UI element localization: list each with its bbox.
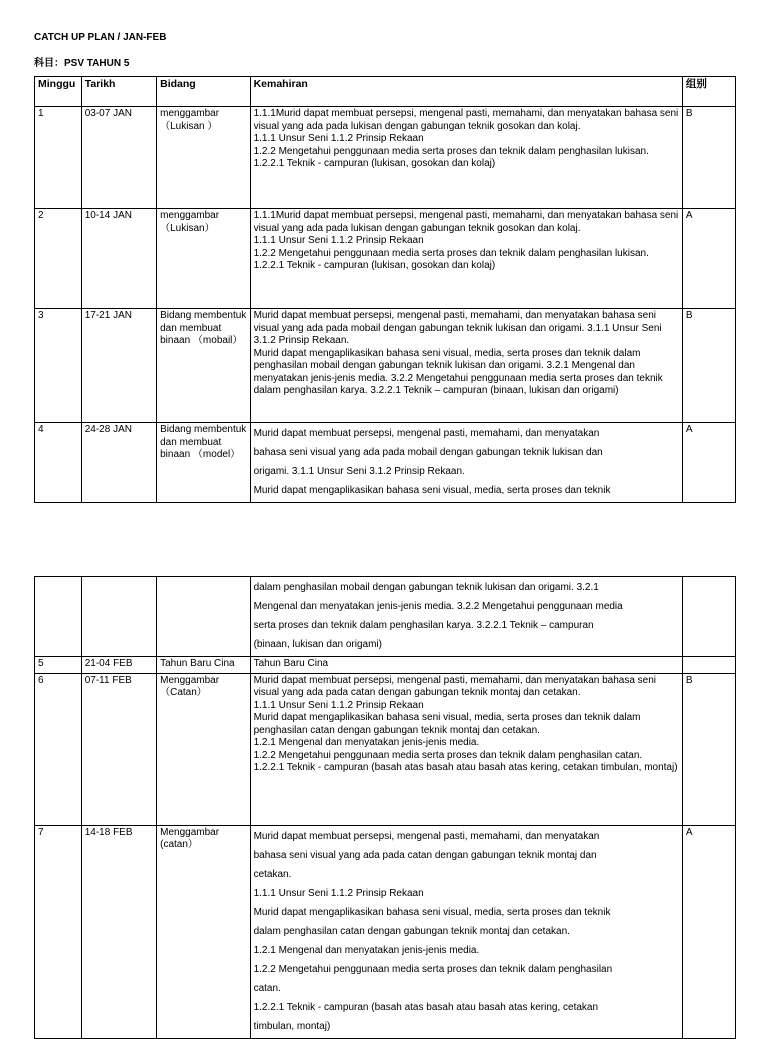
kemahiran-line: Murid dapat membuat persepsi, mengenal pasti, memahami, dan menyatakan bahasa seni visual yang ada pada catan dengan gabungan teknik montaj dan cetakan. (253, 674, 657, 698)
kemahiran-line: Tahun Baru Cina (253, 658, 329, 669)
table-row (35, 309, 736, 423)
cell-kemahiran (250, 577, 682, 657)
cell-kemahiran (250, 209, 682, 309)
cell-minggu (35, 577, 82, 657)
table-row (35, 825, 736, 1038)
kemahiran-line: Murid dapat membuat persepsi, mengenal pasti, memahami, dan menyatakan bahasa seni visual yang ada pada mobail dengan gabungan teknik lukisan dan origami. 3.1.1 Unsur Seni 3.1.2 Prinsip Rekaan. (253, 310, 662, 346)
cell-bidang: menggambar （Lukisan） (157, 209, 250, 309)
document-title: CATCH UP PLAN / JAN-FEB (34, 32, 167, 43)
cell-kumpulan: B (682, 673, 735, 825)
kemahiran-line: Murid dapat mengaplikasikan bahasa seni visual, media, serta proses dan teknik dalam penghasilan catan dengan gabungan teknik montaj dan cetakan. (253, 712, 641, 736)
kemahiran-line: 1.1.1 Unsur Seni 1.1.2 Prinsip Rekaan (253, 235, 424, 246)
kemahiran-line: 1.1.1Murid dapat membuat persepsi, mengenal pasti, memahami, dan menyatakan bahasa seni visual yang ada pada lukisan dengan gabungan teknik gosokan dan kolaj. (253, 210, 679, 234)
cell-kumpulan: A (682, 825, 735, 1038)
kemahiran-line: origami. 3.1.1 Unsur Seni 3.1.2 Prinsip Rekaan. (253, 466, 465, 477)
cell-tarikh: 14-18 FEB (81, 825, 156, 1038)
table-header-row (35, 77, 736, 107)
cell-minggu: 5 (35, 657, 82, 674)
cell-minggu: 2 (35, 209, 82, 309)
cell-minggu: 1 (35, 107, 82, 209)
cell-tarikh: 07-11 FEB (81, 673, 156, 825)
kemahiran-line: 1.2.2.1 Teknik - campuran (lukisan, gosokan dan kolaj) (253, 158, 496, 169)
kemahiran-line: 1.2.1 Mengenal dan menyatakan jenis-jenis media. (253, 944, 480, 956)
cell-tarikh: 17-21 JAN (81, 309, 156, 423)
cell-bidang: Bidang membentuk dan membuat binaan （mobail） (157, 309, 250, 423)
kemahiran-line: (binaan, lukisan dan origami) (253, 639, 382, 650)
cell-kemahiran (250, 423, 682, 503)
kemahiran-line: cetakan. (253, 868, 292, 880)
cell-kumpulan: B (682, 309, 735, 423)
cell-kumpulan (682, 577, 735, 657)
kemahiran-line: 1.2.2 Mengetahui penggunaan media serta proses dan teknik dalam penghasilan lukisan. (253, 247, 649, 259)
cell-tarikh (81, 577, 156, 657)
table-row (35, 657, 736, 674)
kemahiran-line: 1.1.1 Unsur Seni 1.1.2 Prinsip Rekaan (253, 133, 424, 144)
cell-kemahiran (250, 825, 682, 1038)
cell-tarikh: 24-28 JAN (81, 423, 156, 503)
kemahiran-line: 1.1.1Murid dapat membuat persepsi, mengenal pasti, memahami, dan menyatakan bahasa seni visual yang ada pada lukisan dengan gabungan teknik gosokan dan kolaj. (253, 108, 679, 132)
kemahiran-line: bahasa seni visual yang ada pada catan dengan gabungan teknik montaj dan (253, 849, 597, 861)
kemahiran-line: 1.2.2.1 Teknik - campuran (basah atas basah atau basah atas kering, cetakan (253, 1001, 599, 1013)
cell-tarikh: 03-07 JAN (81, 107, 156, 209)
cell-minggu: 7 (35, 825, 82, 1038)
kemahiran-line: 1.2.2 Mengetahui penggunaan media serta proses dan teknik dalam penghasilan catan. (253, 749, 643, 761)
kemahiran-line: Murid dapat mengaplikasikan bahasa seni visual, media, serta proses dan teknik (253, 906, 611, 918)
header-minggu: Minggu (35, 77, 82, 107)
cell-kemahiran (250, 673, 682, 825)
cell-kumpulan (682, 657, 735, 674)
kemahiran-line: 1.2.2.1 Teknik - campuran (lukisan, gosokan dan kolaj) (253, 260, 496, 271)
table-row (35, 673, 736, 825)
cell-kemahiran (250, 657, 682, 674)
header-kumpulan: 组别 (682, 77, 735, 107)
header-kemahiran: Kemahiran (250, 77, 682, 107)
header-bidang: Bidang (157, 77, 250, 107)
kemahiran-line: 1.2.2 Mengetahui penggunaan media serta proses dan teknik dalam penghasilan lukisan. (253, 145, 649, 157)
cell-bidang: Menggambar (catan） (157, 825, 250, 1038)
kemahiran-line: serta proses dan teknik dalam penghasilan karya. 3.2.2.1 Teknik – campuran (253, 620, 594, 631)
kemahiran-line: 1.1.1 Unsur Seni 1.1.2 Prinsip Rekaan (253, 699, 424, 711)
table-row (35, 577, 736, 657)
kemahiran-line: 1.2.1 Mengenal dan menyatakan jenis-jenis media. (253, 737, 480, 748)
table-row (35, 423, 736, 503)
plan-table-page-1 (34, 76, 736, 503)
kemahiran-line: bahasa seni visual yang ada pada mobail dengan gabungan teknik lukisan dan (253, 447, 603, 458)
cell-minggu: 4 (35, 423, 82, 503)
table-row (35, 209, 736, 309)
cell-kumpulan: A (682, 209, 735, 309)
kemahiran-line: 1.2.2.1 Teknik - campuran (basah atas basah atau basah atas kering, cetakan timbulan, montaj) (253, 762, 678, 773)
kemahiran-line: timbulan, montaj) (253, 1020, 331, 1032)
cell-bidang: menggambar （Lukisan ） (157, 107, 250, 209)
cell-minggu: 3 (35, 309, 82, 423)
cell-kumpulan: B (682, 107, 735, 209)
cell-bidang: Tahun Baru Cina (157, 657, 250, 674)
plan-table-page-2 (34, 576, 736, 1039)
kemahiran-line: 1.1.1 Unsur Seni 1.1.2 Prinsip Rekaan (253, 887, 424, 899)
cell-minggu: 6 (35, 673, 82, 825)
kemahiran-line: dalam penghasilan mobail dengan gabungan teknik lukisan dan origami. 3.2.1 (253, 582, 599, 593)
kemahiran-line: Murid dapat mengaplikasikan bahasa seni visual, media, serta proses dan teknik dalam penghasilan mobail dengan gabungan teknik lukisan dan origami. 3.2.1 Mengenal dan menyatakan jenis-jenis media. 3.2.2 Mengetahui penggunaan media serta proses dan teknik dalam penghasilan karya. 3.2.2.1 Teknik – campuran (binaan, lukisan dan origami) (253, 347, 663, 396)
cell-kumpulan: A (682, 423, 735, 503)
cell-tarikh: 21-04 FEB (81, 657, 156, 674)
kemahiran-line: 1.2.2 Mengetahui penggunaan media serta proses dan teknik dalam penghasilan (253, 963, 613, 975)
cell-kemahiran (250, 309, 682, 423)
kemahiran-line: catan. (253, 982, 281, 994)
kemahiran-line: Murid dapat mengaplikasikan bahasa seni visual, media, serta proses dan teknik (253, 485, 611, 496)
kemahiran-line: Murid dapat membuat persepsi, mengenal pasti, memahami, dan menyatakan (253, 428, 600, 439)
kemahiran-line: dalam penghasilan catan dengan gabungan teknik montaj dan cetakan. (253, 925, 570, 937)
header-tarikh: Tarikh (81, 77, 156, 107)
cell-bidang (157, 577, 250, 657)
kemahiran-line: Murid dapat membuat persepsi, mengenal pasti, memahami, dan menyatakan (253, 830, 600, 842)
cell-kemahiran (250, 107, 682, 209)
cell-tarikh: 10-14 JAN (81, 209, 156, 309)
document-subject: 科目：PSV TAHUN 5 (34, 58, 130, 69)
kemahiran-line: Mengenal dan menyatakan jenis-jenis media. 3.2.2 Mengetahui penggunaan media (253, 601, 623, 612)
cell-bidang: Bidang membentuk dan membuat binaan （model） (157, 423, 250, 503)
table-row (35, 107, 736, 209)
cell-bidang: Menggambar （Catan） (157, 673, 250, 825)
